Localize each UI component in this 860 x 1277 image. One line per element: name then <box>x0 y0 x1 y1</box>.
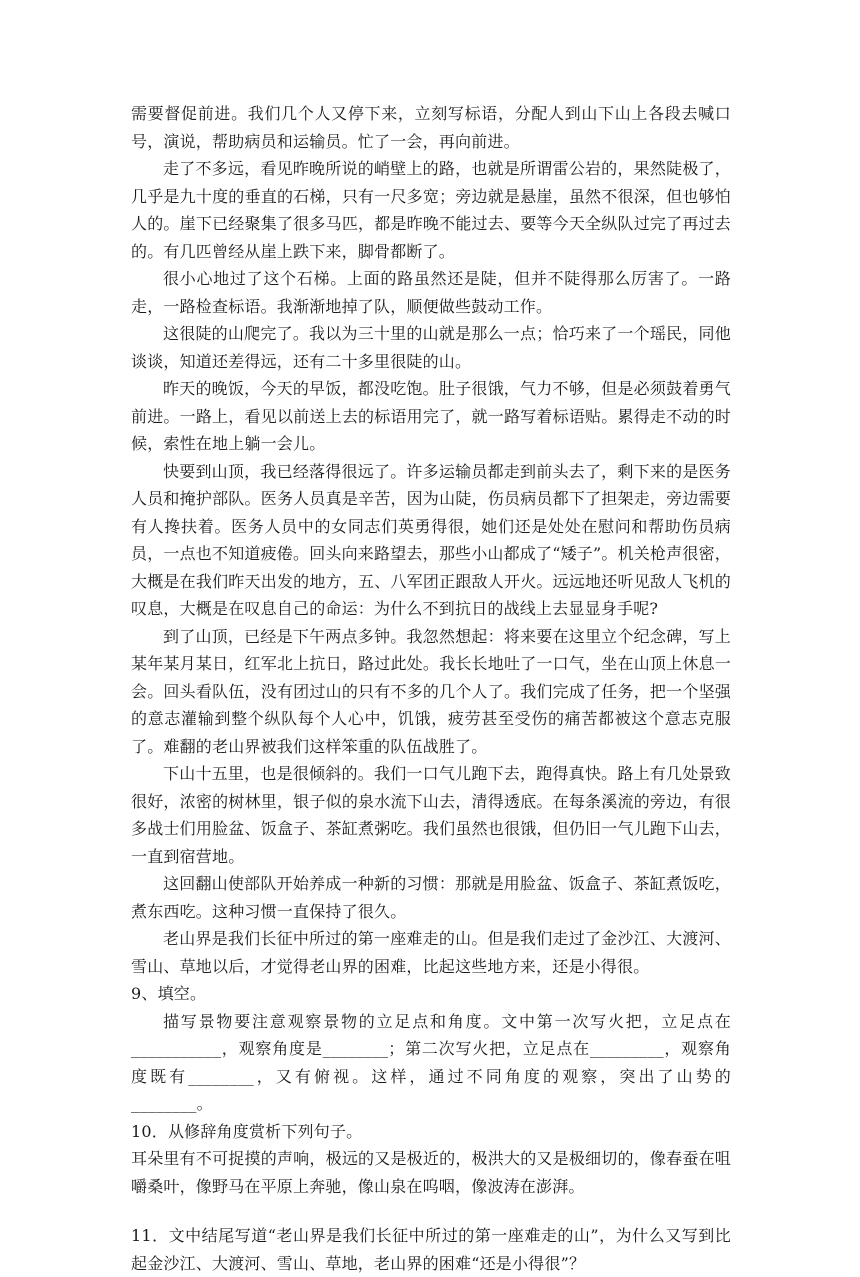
document-page <box>131 100 731 1277</box>
question-10-title: 10．从修辞角度赏析下列句子。 <box>131 1121 363 1141</box>
question-10 <box>131 1118 731 1201</box>
passage <box>131 100 731 980</box>
paragraph-10: 老山界是我们长征中所过的第一座难走的山。但是我们走过了金沙江、大渡河、雪山、草地以后，才觉得老山界的困难，比起这些地方来，还是小得很。 <box>131 929 731 976</box>
question-11 <box>131 1222 731 1277</box>
question-9-title: 9、填空。 <box>131 984 207 1003</box>
question-11-body: 11．文中结尾写道“老山界是我们长征中所过的第一座难走的山”，为什么又写到比起金沙江、大渡河、雪山、草地，老山界的困难“还是小得很”？ <box>131 1226 731 1273</box>
paragraph-6: 快要到山顶，我已经落得很远了。许多运输员都走到前头去了，剩下来的是医务人员和掩护部队。医务人员真是辛苦，因为山陡，伤员病员都下了担架走，旁边需要有人搀扶着。医务人员中的女同志们英勇得很，她们还是处处在慰问和帮助伤员病员，一点也不知道疲倦。回头向来路望去，那些小山都成了“矮子”。机关枪声很密，大概是在我们昨天出发的地方，五、八军团正跟敌人开火。远远地还听见敌人飞机的叹息，大概是在叹息自己的命运：为什么不到抗日的战线上去显显身手呢? <box>131 461 731 618</box>
question-10-body: 耳朵里有不可捉摸的声响，极远的又是极近的，极洪大的又是极细切的，像春蚕在咀嚼桑叶，像野马在平原上奔驰，像山泉在呜咽，像波涛在澎湃。 <box>131 1149 731 1196</box>
question-9-body: 描写景物要注意观察景物的立足点和角度。文中第一次写火把，立足点在___________，观察角度是________；第二次写火把，立足点在_________，观察角度既有________，又有俯视。这样，通过不同角度的观察，突出了山势的________。 <box>131 1011 731 1113</box>
spacer <box>131 1200 731 1222</box>
paragraph-3: 很小心地过了这个石梯。上面的路虽然还是陡，但并不陡得那么厉害了。一路走，一路检查标语。我渐渐地掉了队，顺便做些鼓动工作。 <box>131 269 731 316</box>
paragraph-2: 走了不多远，看见昨晚所说的峭壁上的路，也就是所谓雷公岩的，果然陡极了，几乎是九十度的垂直的石梯，只有一尺多宽；旁边就是悬崖，虽然不很深，但也够怕人的。崖下已经聚集了很多马匹，都是昨晚不能过去、要等今天全纵队过完了再过去的。有几匹曾经从崖上跌下来，脚骨都断了。 <box>131 159 731 261</box>
paragraph-8: 下山十五里，也是很倾斜的。我们一口气儿跑下去，跑得真快。路上有几处景致很好，浓密的树林里，银子似的泉水流下山去，清得透底。在每条溪流的旁边，有很多战士们用脸盆、饭盒子、茶缸煮粥吃。我们虽然也很饿，但仍旧一气儿跑下山去，一直到宿营地。 <box>131 764 731 866</box>
paragraph-1: 需要督促前进。我们几个人又停下来，立刻写标语，分配人到山下山上各段去喊口号，演说，帮助病员和运输员。忙了一会，再向前进。 <box>131 104 731 151</box>
paragraph-4: 这很陡的山爬完了。我以为三十里的山就是那么一点；恰巧来了一个瑶民，同他谈谈，知道还差得远，还有二十多里很陡的山。 <box>131 324 731 371</box>
question-9 <box>131 980 731 1118</box>
paragraph-5: 昨天的晚饭，今天的早饭，都没吃饱。肚子很饿，气力不够，但是必须鼓着勇气前进。一路上，看见以前送上去的标语用完了，就一路写着标语贴。累得走不动的时候，索性在地上躺一会儿。 <box>131 379 731 453</box>
paragraph-7: 到了山顶，已经是下午两点多钟。我忽然想起：将来要在这里立个纪念碑，写上某年某月某日，红军北上抗日，路过此处。我长长地吐了一口气，坐在山顶上休息一会。回头看队伍，没有团过山的只有不多的几个人了。我们完成了任务，把一个坚强的意志灌输到整个纵队每个人心中，饥饿，疲劳甚至受伤的痛苦都被这个意志克服了。难翻的老山界被我们这样笨重的队伍战胜了。 <box>131 626 731 756</box>
paragraph-9: 这回翻山使部队开始养成一种新的习惯：那就是用脸盆、饭盒子、茶缸煮饭吃，煮东西吃。这种习惯一直保持了很久。 <box>131 874 731 921</box>
